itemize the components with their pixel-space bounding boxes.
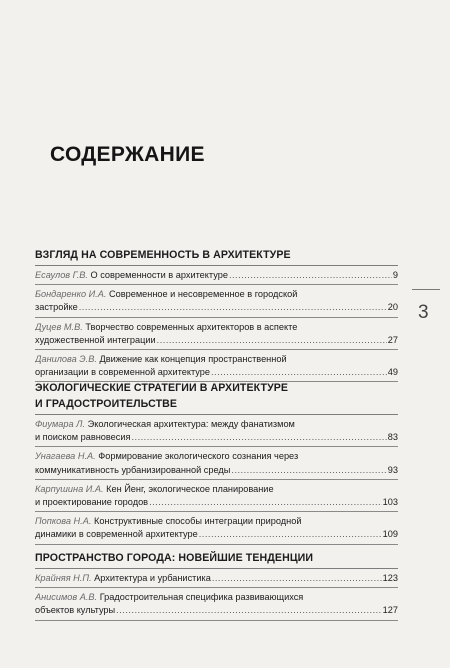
dot-leader <box>131 431 386 444</box>
entry-author: Унагаева Н.А. <box>35 451 96 462</box>
entry-title: Формирование экологического сознания через <box>98 451 299 462</box>
dot-leader <box>229 269 392 282</box>
entry-author: Крайняя Н.П. <box>35 573 92 583</box>
entry-author: Попкова Н.А. <box>35 516 92 527</box>
entry-title: Экологическая архитектура: между фанатизмом <box>87 419 295 429</box>
entry-page: 20 <box>387 302 398 313</box>
entry-title-cont: застройке <box>35 302 78 313</box>
entry-author: Бондаренко И.А. <box>35 289 107 300</box>
entry-page: 9 <box>392 270 398 280</box>
dot-leader <box>157 334 387 347</box>
toc-entry <box>35 269 398 285</box>
entry-page: 109 <box>382 529 398 540</box>
entry-title-cont: художественной интеграции <box>35 334 156 345</box>
entry-page: 103 <box>382 497 398 508</box>
entry-title: Творчество современных архитекторов в аспекте <box>85 321 298 332</box>
dot-leader <box>211 366 387 379</box>
entry-page: 93 <box>387 464 398 475</box>
toc-entry <box>35 572 398 588</box>
entry-title: Движение как концепция пространственной <box>99 354 287 365</box>
entry-title-cont: организации в современной архитектуре <box>35 367 210 378</box>
entry-title: О современности в архитектуре <box>90 270 228 280</box>
page-title: СОДЕРЖАНИЕ <box>50 143 205 166</box>
entry-author: Фиумара Л. <box>35 419 86 429</box>
entry-page: 123 <box>382 573 398 583</box>
entry-page: 127 <box>382 605 398 616</box>
dot-leader <box>149 496 382 509</box>
side-rule <box>412 289 440 290</box>
entry-title: Кен Йенг, экологическое планирование <box>106 483 274 494</box>
toc-entry <box>35 515 398 544</box>
toc-entry <box>35 353 398 382</box>
entry-title: Архитектура и урбанистика <box>94 573 211 583</box>
toc-entry <box>35 450 398 479</box>
entry-title-cont: и проектирование городов <box>35 497 149 508</box>
dot-leader <box>199 528 382 541</box>
dot-leader <box>231 464 386 477</box>
entry-author: Дуцев М.В. <box>35 321 83 332</box>
dot-leader <box>79 301 387 314</box>
section-heading: ПРОСТРАНСТВО ГОРОДА: НОВЕЙШИЕ ТЕНДЕНЦИИ <box>35 550 398 569</box>
entry-title-cont: динамики в современной архитектуре <box>35 529 198 540</box>
entry-author: Данилова Э.В. <box>35 354 97 365</box>
dot-leader <box>116 604 382 617</box>
section-heading-line: И ГРАДОСТРОИТЕЛЬСТВЕ <box>35 398 178 410</box>
entry-title: Конструктивные способы интеграции природной <box>93 516 302 527</box>
entry-author: Анисимов А.В. <box>35 592 98 603</box>
toc-entry <box>35 591 398 620</box>
dot-leader <box>212 572 382 585</box>
section-1 <box>35 247 398 382</box>
section-heading <box>35 380 398 415</box>
toc-entry <box>35 418 398 447</box>
entry-title-cont: и поиском равновесия <box>35 432 131 443</box>
toc-entry <box>35 288 398 317</box>
entry-title: Градостроительная специфика развивающихся <box>99 592 304 603</box>
section-3 <box>35 550 398 621</box>
entry-page: 49 <box>387 367 398 378</box>
section-heading: ВЗГЛЯД НА СОВРЕМЕННОСТЬ В АРХИТЕКТУРЕ <box>35 247 398 266</box>
toc-entry <box>35 321 398 350</box>
entry-title-cont: коммуникативность урбанизированной среды <box>35 464 231 475</box>
entry-title: Современное и несовременное в городской <box>108 289 298 300</box>
entry-page: 27 <box>387 334 398 345</box>
toc-entry <box>35 483 398 512</box>
entry-title-cont: объектов культуры <box>35 605 116 616</box>
entry-page: 83 <box>387 432 398 443</box>
side-page-number: 3 <box>418 302 429 323</box>
entry-author: Карпушина И.А. <box>35 483 104 494</box>
entry-author: Есаулов Г.В. <box>35 270 88 280</box>
section-2 <box>35 380 398 545</box>
section-heading-line: ЭКОЛОГИЧЕСКИЕ СТРАТЕГИИ В АРХИТЕКТУРЕ <box>35 382 289 394</box>
